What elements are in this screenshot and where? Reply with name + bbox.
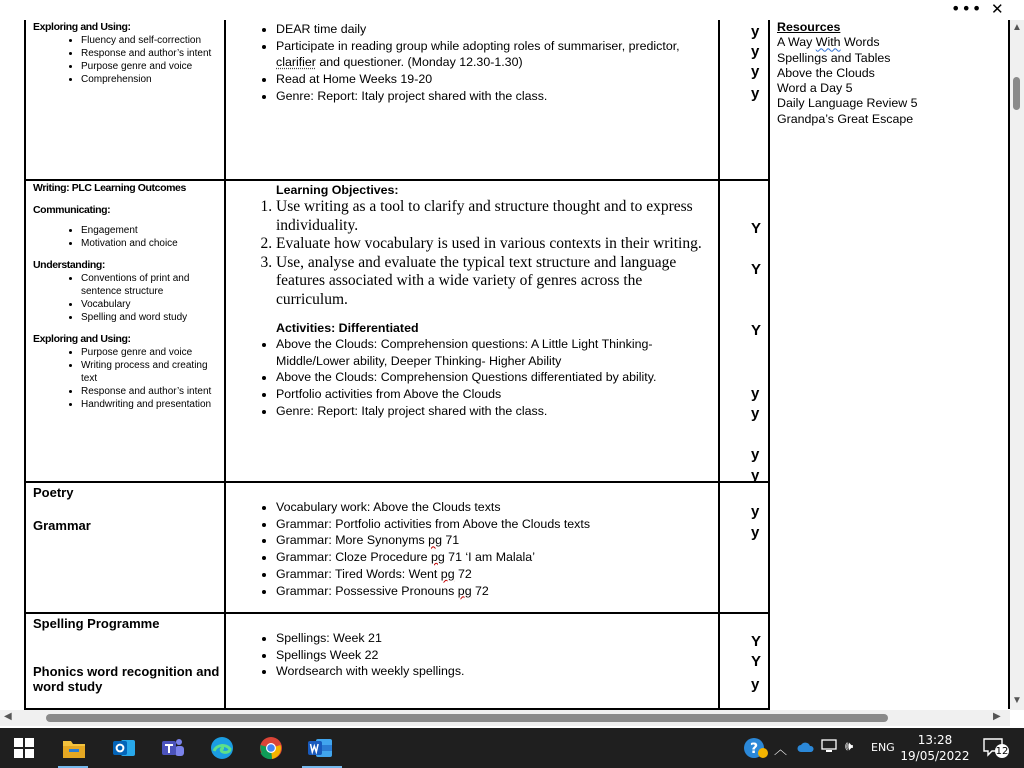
poetry-outcomes-cell bbox=[25, 482, 225, 613]
list-item: • Purpose genre and voice bbox=[81, 60, 224, 73]
spelling-marks-cell bbox=[719, 613, 769, 709]
learning-objectives-heading: Learning Objectives: bbox=[276, 183, 399, 197]
communicating-heading: Communicating: bbox=[33, 204, 111, 216]
mark: Y bbox=[751, 220, 762, 237]
grammar-heading: Grammar bbox=[33, 517, 91, 533]
list-item: • Fluency and self-correction bbox=[81, 34, 224, 47]
resource-item: Word a Day 5 bbox=[777, 81, 853, 96]
volume-icon[interactable]: 🕪 bbox=[845, 739, 854, 754]
teams-icon[interactable] bbox=[159, 734, 187, 762]
mark: y bbox=[751, 676, 760, 693]
language-indicator[interactable]: ENG bbox=[871, 741, 895, 754]
phonics-heading: Phonics word recognition and word study bbox=[33, 663, 220, 694]
understanding-heading: Understanding: bbox=[33, 259, 105, 271]
list-item: • Vocabulary work: Above the Clouds texts bbox=[276, 499, 714, 516]
file-explorer-icon[interactable] bbox=[60, 734, 88, 762]
scroll-right-icon[interactable]: ▶ bbox=[993, 711, 1001, 722]
list-item: 3. Use, analyse and evaluate the typical text structure and language features associated with a wide variety of genres across the curriculum. bbox=[276, 254, 714, 310]
close-icon[interactable]: ✕ bbox=[991, 0, 1004, 18]
mark: y bbox=[751, 385, 760, 402]
exploring-list bbox=[33, 346, 224, 411]
writing-outcomes-cell bbox=[25, 180, 225, 482]
list-item: • Spelling and word study bbox=[81, 311, 224, 324]
mark: Y bbox=[751, 653, 762, 670]
resource-item: Grandpa’s Great Escape bbox=[777, 111, 914, 126]
poetry-activities-list bbox=[256, 499, 714, 599]
scroll-up-icon[interactable]: ▲ bbox=[1012, 22, 1022, 33]
list-item: • Wordsearch with weekly spellings. bbox=[276, 663, 714, 680]
resources-cell bbox=[769, 20, 1009, 709]
mark: y bbox=[751, 405, 760, 422]
list-item: • Grammar: Cloze Procedure pg 71 ‘I am Malala’ bbox=[276, 549, 714, 566]
resource-item: A Way With Words bbox=[777, 35, 880, 50]
mark: y bbox=[751, 503, 760, 520]
writing-marks-cell bbox=[719, 180, 769, 482]
vertical-scroll-thumb[interactable] bbox=[1013, 77, 1020, 110]
resource-item: Spellings and Tables bbox=[777, 50, 891, 65]
understanding-list bbox=[33, 272, 224, 324]
poetry-marks-cell bbox=[719, 482, 769, 613]
list-item: • Response and author’s intent bbox=[81, 47, 224, 60]
list-item: • Grammar: Possessive Pronouns pg 72 bbox=[276, 583, 714, 600]
horizontal-scrollbar[interactable] bbox=[0, 710, 1010, 726]
table-row-reading bbox=[25, 20, 1009, 180]
learning-objectives-list bbox=[256, 198, 714, 309]
edge-icon[interactable] bbox=[208, 734, 236, 762]
writing-activities-list bbox=[256, 336, 714, 420]
spelling-activities-cell bbox=[225, 613, 719, 709]
onedrive-icon[interactable] bbox=[797, 741, 815, 757]
mark: y bbox=[751, 23, 760, 40]
list-item: • Spellings: Week 21 bbox=[276, 630, 714, 647]
mark: Y bbox=[751, 633, 762, 650]
more-options-icon[interactable]: ••• bbox=[951, 0, 983, 18]
list-item: • Writing process and creating text bbox=[81, 359, 224, 385]
list-item: • Handwriting and presentation bbox=[81, 398, 224, 411]
scroll-left-icon[interactable]: ◀ bbox=[4, 711, 12, 722]
list-item: • Grammar: Portfolio activities from Above the Clouds texts bbox=[276, 516, 714, 533]
list-item: • Purpose genre and voice bbox=[81, 346, 224, 359]
list-item: • Above the Clouds: Comprehension Questions differentiated by ability. bbox=[276, 369, 714, 386]
writing-outcomes-heading: Writing: PLC Learning Outcomes bbox=[33, 182, 186, 194]
windows-start-icon[interactable] bbox=[10, 734, 38, 762]
list-item: • Portfolio activities from Above the Clouds bbox=[276, 386, 714, 403]
list-item: • Grammar: Tired Words: Went pg 72 bbox=[276, 566, 714, 583]
list-item: • Genre: Report: Italy project shared with the class. bbox=[276, 88, 714, 105]
list-item: • Read at Home Weeks 19-20 bbox=[276, 71, 714, 88]
chrome-icon[interactable] bbox=[257, 734, 285, 762]
notification-count-badge: 12 bbox=[995, 746, 1009, 757]
mark: y bbox=[751, 85, 760, 102]
list-item: • Response and author’s intent bbox=[81, 385, 224, 398]
reading-activities-list bbox=[256, 21, 714, 105]
poetry-activities-cell bbox=[225, 482, 719, 613]
clock[interactable] bbox=[900, 732, 970, 764]
reading-outcomes-cell bbox=[25, 20, 225, 180]
mark: y bbox=[751, 43, 760, 60]
exploring-heading: Exploring and Using: bbox=[33, 333, 131, 345]
spelling-outcomes-cell bbox=[25, 613, 225, 709]
resource-item: Above the Clouds bbox=[777, 65, 875, 80]
network-icon[interactable] bbox=[821, 739, 837, 757]
resources-heading: Resources bbox=[777, 20, 841, 34]
list-item: 2. Evaluate how vocabulary is used in various contexts in their writing. bbox=[276, 235, 714, 254]
activities-differentiated-heading: Activities: Differentiated bbox=[276, 321, 419, 335]
planning-table bbox=[24, 20, 1010, 710]
help-icon[interactable] bbox=[743, 737, 769, 763]
poetry-heading: Poetry bbox=[33, 485, 74, 500]
reading-outcomes-list bbox=[33, 34, 224, 86]
chevron-up-icon[interactable]: ︿ bbox=[774, 743, 788, 758]
reading-exploring-heading: Exploring and Using: bbox=[33, 21, 131, 33]
list-item: • Above the Clouds: Comprehension questions: A Little Light Thinking- Middle/Lower ability, Deeper Thinking- Higher Ability bbox=[276, 336, 714, 369]
list-item: • Spellings Week 22 bbox=[276, 647, 714, 664]
reading-activities-cell bbox=[225, 20, 719, 180]
list-item: • Participate in reading group while adopting roles of summariser, predictor, clarifier and questioner. (Monday 12.30-1.30) bbox=[276, 38, 714, 71]
list-item: • Vocabulary bbox=[81, 298, 224, 311]
outlook-icon[interactable] bbox=[110, 734, 138, 762]
horizontal-scroll-thumb[interactable] bbox=[46, 714, 888, 722]
list-item: • Comprehension bbox=[81, 73, 224, 86]
window-title-bar bbox=[0, 0, 1024, 20]
clock-date: 19/05/2022 bbox=[900, 749, 970, 763]
scroll-down-icon[interactable]: ▼ bbox=[1012, 695, 1022, 706]
mark: y bbox=[751, 524, 760, 541]
communicating-list bbox=[33, 224, 224, 250]
windows-taskbar bbox=[0, 728, 1024, 768]
reading-marks-cell bbox=[719, 20, 769, 180]
vertical-scrollbar[interactable] bbox=[1010, 20, 1024, 710]
svg-text:?: ? bbox=[749, 741, 759, 757]
mark: y bbox=[751, 467, 760, 484]
spelling-heading: Spelling Programme bbox=[33, 616, 160, 631]
list-item: • Conventions of print and sentence structure bbox=[81, 272, 224, 298]
mark: Y bbox=[751, 261, 762, 278]
list-item: • DEAR time daily bbox=[276, 21, 714, 38]
list-item: • Genre: Report: Italy project shared with the class. bbox=[276, 403, 714, 420]
mark: y bbox=[751, 63, 760, 80]
list-item: • Motivation and choice bbox=[81, 237, 224, 250]
writing-activities-cell bbox=[225, 180, 719, 482]
spelling-activities-list bbox=[256, 630, 714, 680]
document-canvas bbox=[0, 20, 1010, 710]
clock-time: 13:28 bbox=[917, 733, 953, 747]
mark: Y bbox=[751, 322, 762, 339]
list-item: • Engagement bbox=[81, 224, 224, 237]
word-icon[interactable] bbox=[306, 734, 334, 762]
resource-item: Daily Language Review 5 bbox=[777, 96, 918, 111]
list-item: 1. Use writing as a tool to clarify and structure thought and to express individuality. bbox=[276, 198, 714, 235]
mark: y bbox=[751, 446, 760, 463]
list-item: • Grammar: More Synonyms pg 71 bbox=[276, 532, 714, 549]
